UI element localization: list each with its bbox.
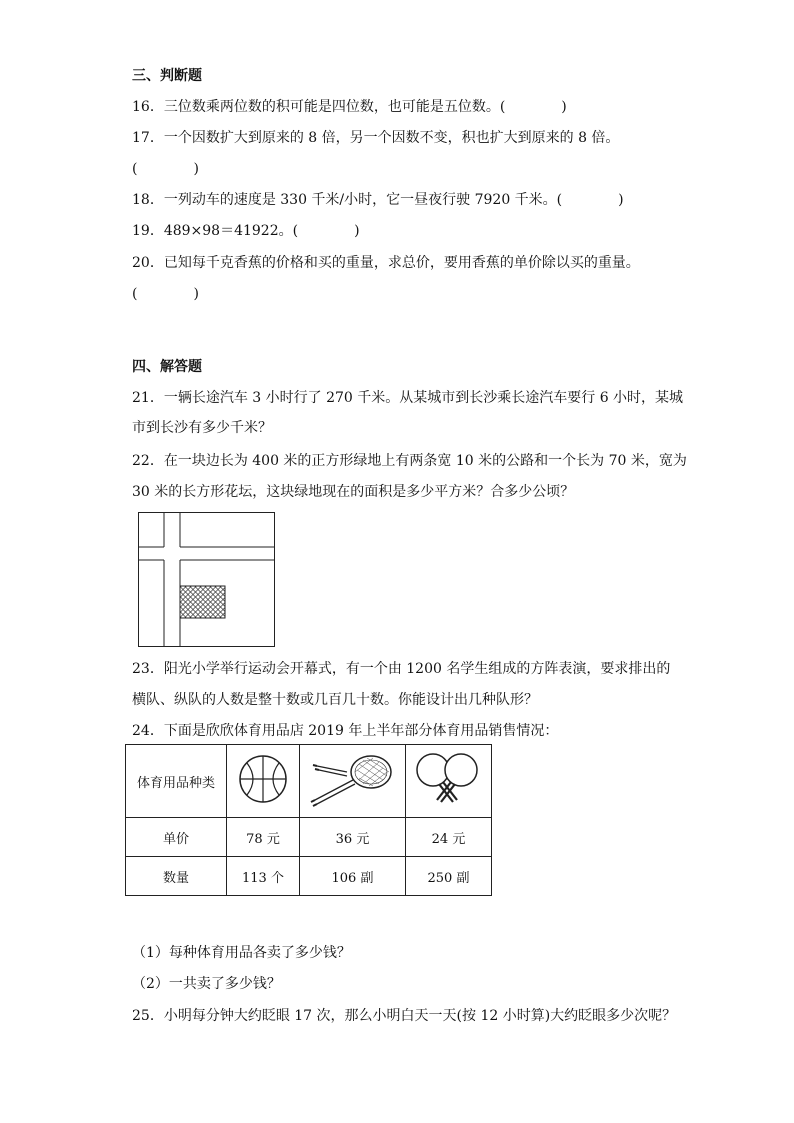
green-field-diagram — [138, 512, 276, 648]
question-20: 20．已知每千克香蕉的价格和买的重量，求总价，要用香蕉的单价除以买的重量。 — [132, 255, 640, 271]
sales-table — [125, 744, 492, 896]
section-3-heading: 三、判断题 — [132, 68, 202, 84]
price-ping-pong: 24 元 — [406, 818, 492, 857]
badminton-rackets-icon — [307, 750, 399, 808]
question-24-sub-2: （2）一共卖了多少钱？ — [132, 976, 281, 992]
question-17: 17．一个因数扩大到原来的 8 倍，另一个因数不变，积也扩大到原来的 8 倍。 — [132, 130, 620, 146]
question-22-line-2: 30 米的长方形花坛，这块绿地现在的面积是多少平方米？合多少公顷？ — [132, 484, 575, 500]
question-23-line-2: 横队、纵队的人数是整十数或几百几十数。你能设计出几种队形？ — [132, 692, 538, 708]
cell-badminton-rackets — [300, 745, 406, 818]
row-header-quantity: 数量 — [126, 857, 227, 896]
question-23-line-1: 23．阳光小学举行运动会开幕式，有一个由 1200 名学生组成的方阵表演，要求排出的 — [132, 661, 671, 677]
question-22-line-1: 22．在一块边长为 400 米的正方形绿地上有两条宽 10 米的公路和一个长为 70 米，宽为 — [132, 453, 687, 469]
qty-basketball: 113 个 — [227, 857, 300, 896]
question-20-answer-blank: ( ) — [132, 286, 199, 302]
cell-ping-pong-paddles — [406, 745, 492, 818]
question-17-answer-blank: ( ) — [132, 161, 199, 177]
question-24: 24．下面是欣欣体育用品店 2019 年上半年部分体育用品销售情况： — [132, 723, 559, 739]
ping-pong-paddles-icon — [409, 750, 489, 808]
flower-bed — [180, 586, 225, 618]
basketball-icon — [237, 753, 289, 805]
table-row-items — [126, 745, 492, 818]
row-header-category: 体育用品种类 — [126, 745, 227, 818]
qty-ping-pong: 250 副 — [406, 857, 492, 896]
question-16: 16．三位数乘两位数的积可能是四位数，也可能是五位数。( ) — [132, 99, 567, 115]
price-basketball: 78 元 — [227, 818, 300, 857]
question-25: 25．小明每分钟大约眨眼 17 次，那么小明白天一天(按 12 小时算)大约眨眼多少次呢？ — [132, 1008, 677, 1024]
cell-basketball — [227, 745, 300, 818]
question-21-line-1: 21．一辆长途汽车 3 小时行了 270 千米。从某城市到长沙乘长途汽车要行 6 小时，某城 — [132, 390, 684, 406]
question-19: 19．489×98＝41922。( ) — [132, 223, 360, 239]
qty-badminton: 106 副 — [300, 857, 406, 896]
question-21-line-2: 市到长沙有多少千米？ — [132, 420, 272, 436]
square-field — [139, 513, 275, 647]
question-18: 18．一列动车的速度是 330 千米/小时，它一昼夜行驶 7920 千米。( ) — [132, 192, 624, 208]
price-badminton: 36 元 — [300, 818, 406, 857]
table-row-quantity — [126, 857, 492, 896]
question-24-sub-1: （1）每种体育用品各卖了多少钱？ — [132, 945, 351, 961]
table-row-price — [126, 818, 492, 857]
section-4-heading: 四、解答题 — [132, 359, 202, 375]
row-header-price: 单价 — [126, 818, 227, 857]
